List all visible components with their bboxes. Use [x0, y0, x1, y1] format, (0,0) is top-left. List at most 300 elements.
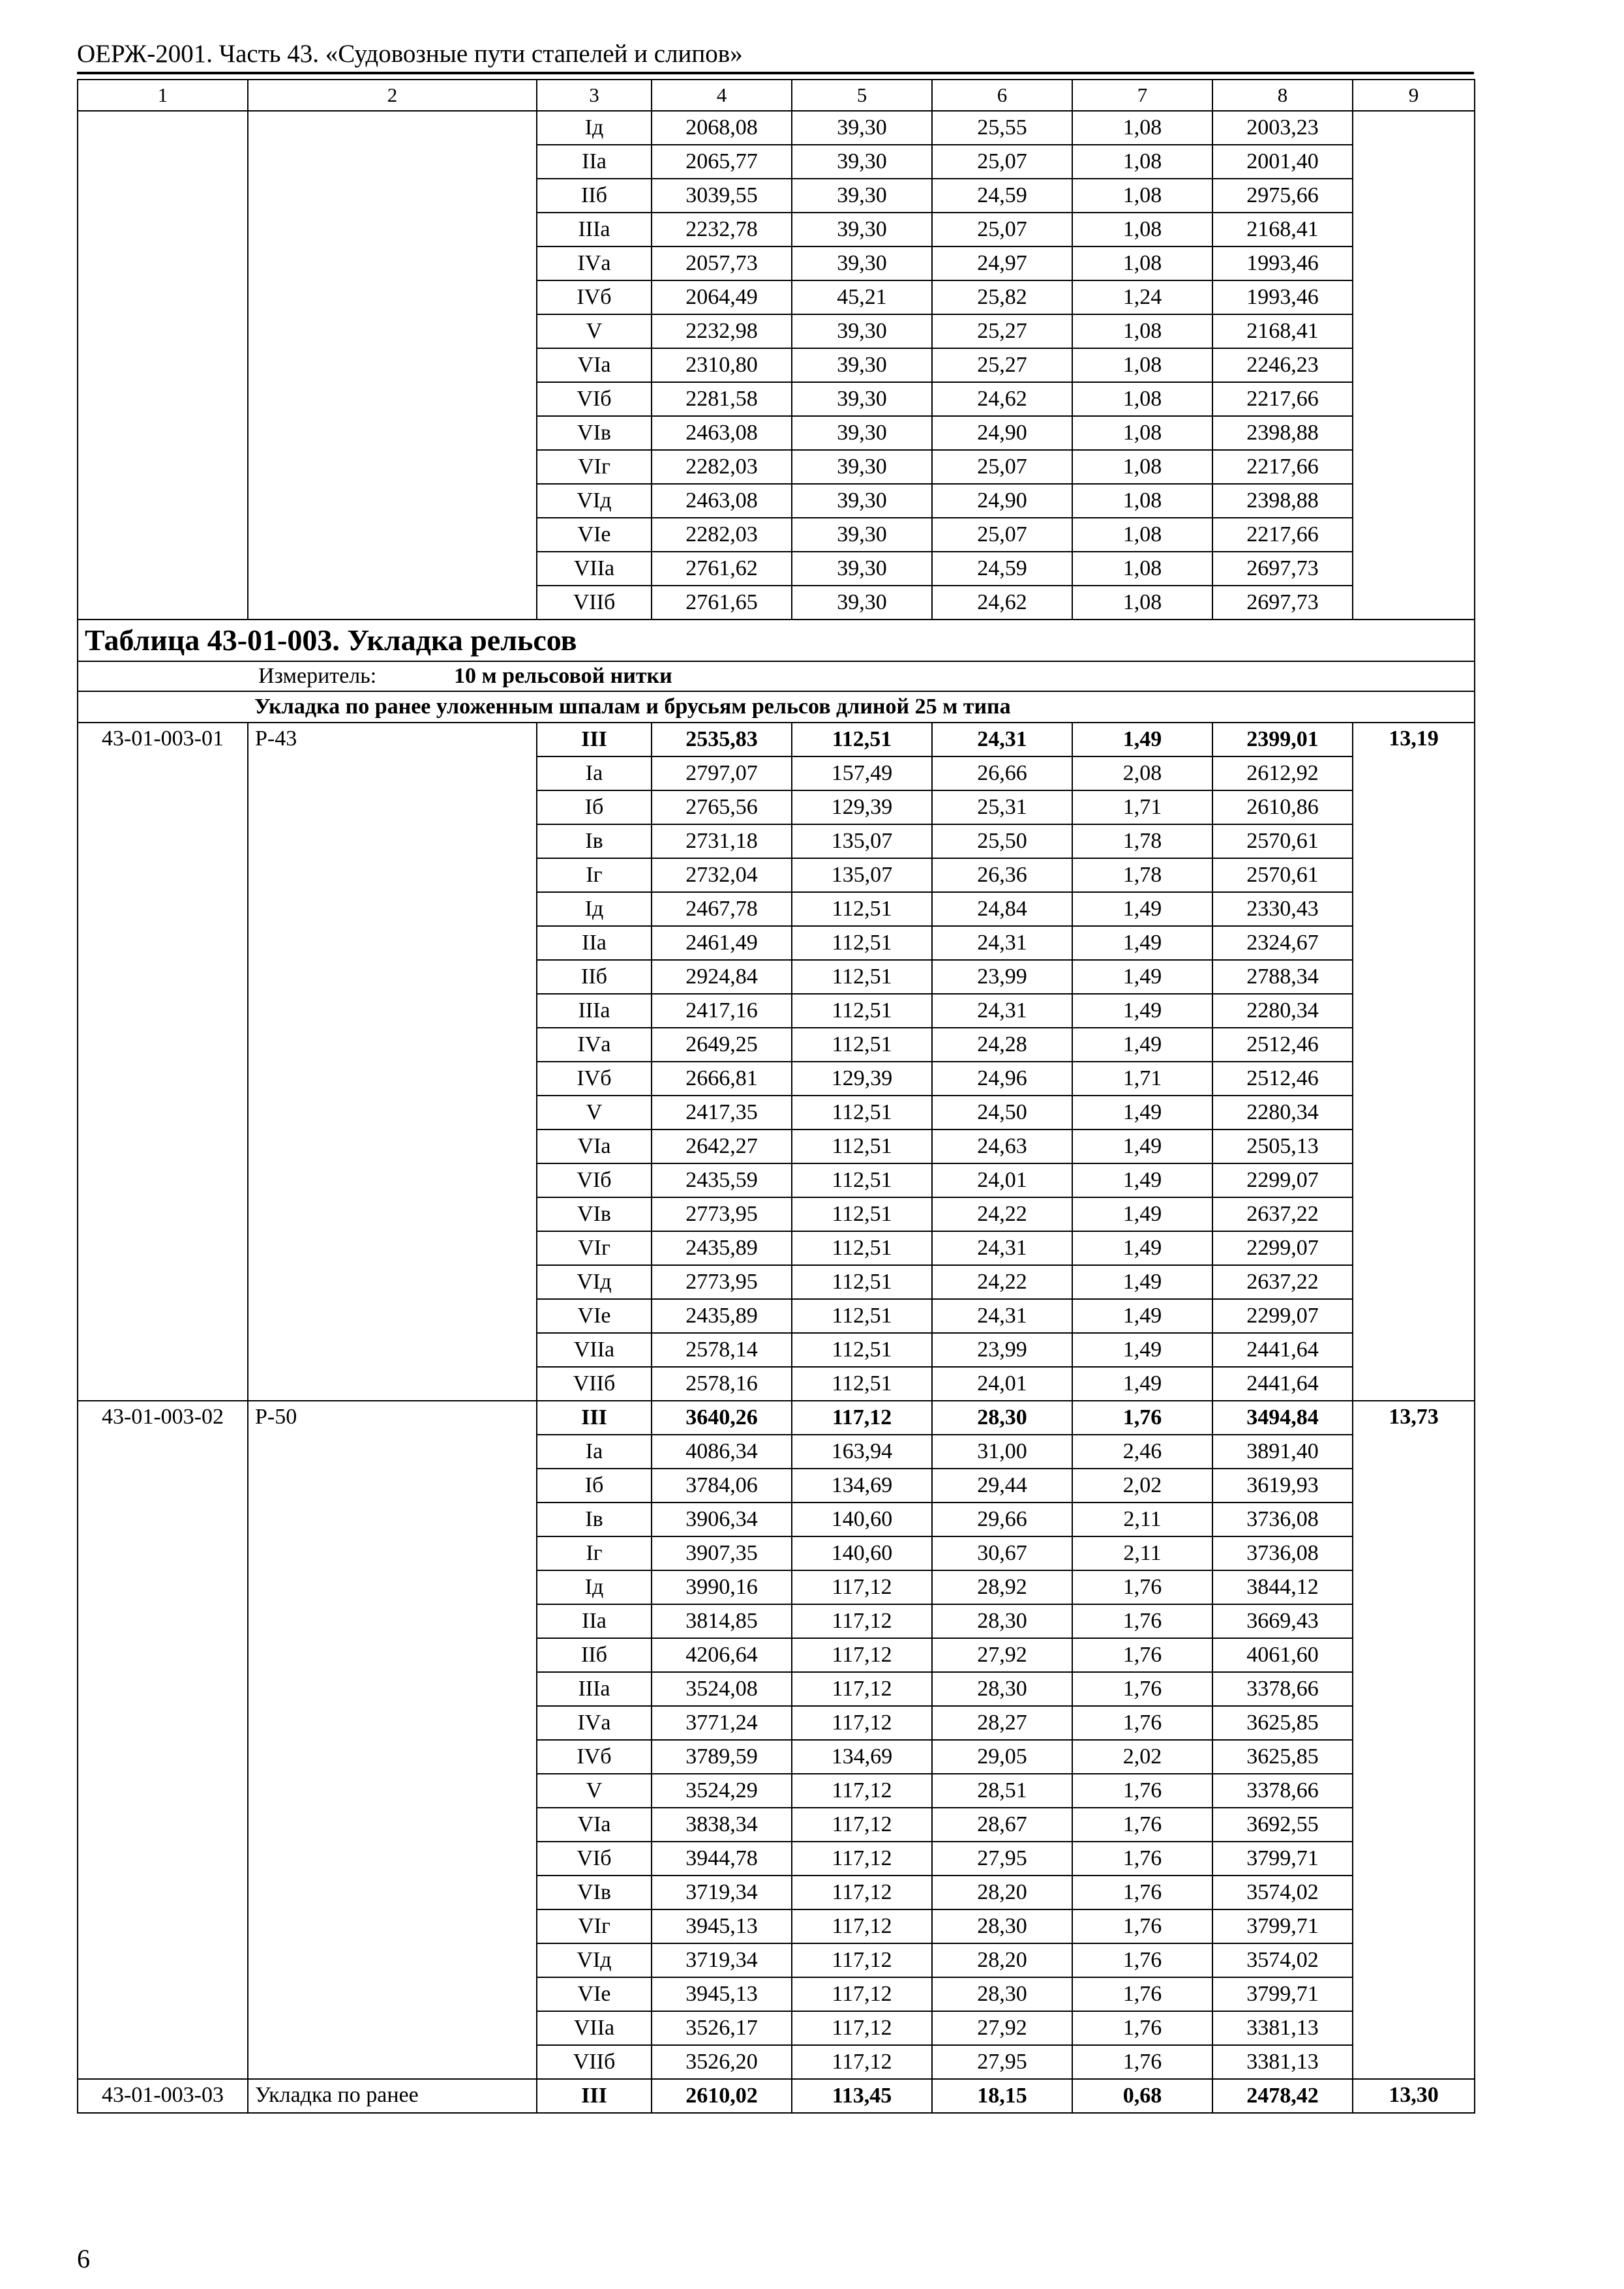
cell-machine-costs: 117,12 [792, 1706, 932, 1740]
cell-wages: 24,31 [932, 1299, 1072, 1333]
cell-variant: IVб [537, 1740, 652, 1774]
cell-machine-costs: 112,51 [792, 1265, 932, 1299]
cell-machine-costs: 39,30 [792, 348, 932, 382]
cell-direct-costs: 2232,98 [652, 314, 792, 348]
cell-variant: VIе [537, 1299, 652, 1333]
cell-wages: 24,97 [932, 247, 1072, 280]
cell-wages: 28,51 [932, 1774, 1072, 1808]
cell-direct-costs: 3838,34 [652, 1808, 792, 1842]
cell-direct-costs: 2068,08 [652, 111, 792, 145]
cell-variant: IVб [537, 280, 652, 314]
column-number: 5 [792, 80, 932, 111]
cell-wages: 28,20 [932, 1876, 1072, 1909]
cell-variant: VIа [537, 1130, 652, 1163]
cell-drivers-wages: 1,49 [1072, 892, 1212, 926]
header-rule [77, 72, 1474, 74]
cell-variant: IVа [537, 1706, 652, 1740]
cell-direct-costs: 2282,03 [652, 518, 792, 552]
cell-wages: 24,62 [932, 586, 1072, 620]
cell-drivers-wages: 1,49 [1072, 1130, 1212, 1163]
cell-materials: 2512,46 [1212, 1062, 1353, 1096]
cell-materials: 2246,23 [1212, 348, 1353, 382]
cell-direct-costs: 3945,13 [652, 1977, 792, 2011]
cell-direct-costs: 2232,78 [652, 213, 792, 247]
cell-direct-costs: 2797,07 [652, 756, 792, 790]
cell-materials: 3692,55 [1212, 1808, 1353, 1842]
table-row [78, 2079, 1475, 2113]
cell-direct-costs: 3814,85 [652, 1604, 792, 1638]
cell-direct-costs: 2765,56 [652, 790, 792, 824]
cell-machine-costs: 39,30 [792, 145, 932, 179]
cell-variant: IIа [537, 145, 652, 179]
cell-variant: V [537, 314, 652, 348]
cell-variant: VIд [537, 484, 652, 518]
cell-variant: IIб [537, 179, 652, 213]
cell-drivers-wages: 1,49 [1072, 1028, 1212, 1062]
cell-wages: 24,59 [932, 179, 1072, 213]
column-number: 9 [1353, 80, 1475, 111]
cell-drivers-wages: 1,49 [1072, 1231, 1212, 1265]
cell-materials: 2324,67 [1212, 926, 1353, 960]
cell-wages: 24,59 [932, 552, 1072, 586]
cell-wages: 25,27 [932, 314, 1072, 348]
cell-col9: 13,30 [1353, 2079, 1475, 2113]
cell-materials: 3378,66 [1212, 1774, 1353, 1808]
cell-variant: VIб [537, 1163, 652, 1197]
cell-drivers-wages: 1,08 [1072, 552, 1212, 586]
cell-wages: 28,30 [932, 1604, 1072, 1638]
cell-wages: 28,30 [932, 1977, 1072, 2011]
cell-variant: Iа [537, 756, 652, 790]
column-number: 4 [652, 80, 792, 111]
cell-machine-costs: 117,12 [792, 1774, 932, 1808]
cell-machine-costs: 117,12 [792, 1943, 932, 1977]
cell-machine-costs: 117,12 [792, 1977, 932, 2011]
cell-variant: III [537, 2079, 652, 2113]
cell-machine-costs: 140,60 [792, 1536, 932, 1570]
cell-variant: IVа [537, 247, 652, 280]
cell-drivers-wages: 1,08 [1072, 450, 1212, 484]
cell-direct-costs: 2417,16 [652, 994, 792, 1028]
cell-drivers-wages: 1,08 [1072, 586, 1212, 620]
cell-direct-costs: 2435,89 [652, 1231, 792, 1265]
cell-wages: 24,84 [932, 892, 1072, 926]
cell-drivers-wages: 1,49 [1072, 994, 1212, 1028]
running-header: ОЕРЖ-2001. Часть 43. «Судовозные пути стапелей и слипов» [77, 40, 743, 68]
cell-materials: 3625,85 [1212, 1706, 1353, 1740]
cell-materials: 2505,13 [1212, 1130, 1353, 1163]
cell-machine-costs: 112,51 [792, 1197, 932, 1231]
cell-variant: IIIа [537, 213, 652, 247]
cell-materials: 3669,43 [1212, 1604, 1353, 1638]
cell-wages: 24,90 [932, 416, 1072, 450]
cell-wages: 25,31 [932, 790, 1072, 824]
cell-name: Укладка по ранее [248, 2079, 537, 2113]
cell-wages: 27,95 [932, 1842, 1072, 1876]
cell-materials: 2570,61 [1212, 824, 1353, 858]
cell-drivers-wages: 1,49 [1072, 1096, 1212, 1130]
cell-drivers-wages: 1,49 [1072, 960, 1212, 994]
cell-drivers-wages: 1,08 [1072, 145, 1212, 179]
cell-materials: 2975,66 [1212, 179, 1353, 213]
cell-variant: Iд [537, 892, 652, 926]
subsection-row [78, 691, 1475, 723]
cell-machine-costs: 112,51 [792, 1096, 932, 1130]
cell-drivers-wages: 1,08 [1072, 348, 1212, 382]
table-row [78, 111, 1475, 145]
cell-drivers-wages: 1,08 [1072, 111, 1212, 145]
cell-materials: 3574,02 [1212, 1943, 1353, 1977]
cell-materials: 2217,66 [1212, 518, 1353, 552]
cell-drivers-wages: 1,08 [1072, 179, 1212, 213]
cell-materials: 3891,40 [1212, 1435, 1353, 1469]
cell-variant: VIIа [537, 552, 652, 586]
cell-machine-costs: 39,30 [792, 416, 932, 450]
cell-wages: 28,67 [932, 1808, 1072, 1842]
cell-wages: 24,28 [932, 1028, 1072, 1062]
cell-materials: 2168,41 [1212, 213, 1353, 247]
cell-wages: 25,07 [932, 450, 1072, 484]
cell-variant: Iв [537, 824, 652, 858]
cell-drivers-wages: 1,76 [1072, 1774, 1212, 1808]
cell-materials: 3799,71 [1212, 1842, 1353, 1876]
meter-cell [78, 661, 1475, 691]
cell-materials: 1993,46 [1212, 280, 1353, 314]
cell-variant: VIе [537, 1977, 652, 2011]
column-number-row [78, 80, 1475, 111]
cell-machine-costs: 117,12 [792, 2045, 932, 2079]
cell-direct-costs: 2281,58 [652, 382, 792, 416]
cell-machine-costs: 45,21 [792, 280, 932, 314]
cell-variant: IIа [537, 926, 652, 960]
column-number: 6 [932, 80, 1072, 111]
cell-direct-costs: 3640,26 [652, 1401, 792, 1435]
cell-materials: 2697,73 [1212, 586, 1353, 620]
cell-machine-costs: 112,51 [792, 994, 932, 1028]
cell-direct-costs: 2731,18 [652, 824, 792, 858]
cell-materials: 2280,34 [1212, 1096, 1353, 1130]
cell-materials: 3378,66 [1212, 1672, 1353, 1706]
cell-direct-costs: 3526,20 [652, 2045, 792, 2079]
cell-materials: 2637,22 [1212, 1197, 1353, 1231]
cell-drivers-wages: 2,08 [1072, 756, 1212, 790]
cell-drivers-wages: 0,68 [1072, 2079, 1212, 2113]
cell-materials: 2280,34 [1212, 994, 1353, 1028]
cell-wages: 24,22 [932, 1265, 1072, 1299]
cell-machine-costs: 39,30 [792, 586, 932, 620]
cell-materials: 2168,41 [1212, 314, 1353, 348]
cell-drivers-wages: 1,76 [1072, 2045, 1212, 2079]
cell-variant: Iд [537, 1570, 652, 1604]
section-title-row [78, 620, 1475, 661]
cell-drivers-wages: 1,78 [1072, 858, 1212, 892]
cell-machine-costs: 112,51 [792, 1231, 932, 1265]
cell-wages: 31,00 [932, 1435, 1072, 1469]
cell-direct-costs: 2773,95 [652, 1197, 792, 1231]
cell-drivers-wages: 1,76 [1072, 1808, 1212, 1842]
cell-direct-costs: 3906,34 [652, 1503, 792, 1536]
cell-drivers-wages: 2,11 [1072, 1536, 1212, 1570]
cell-drivers-wages: 1,76 [1072, 1604, 1212, 1638]
cell-materials: 2441,64 [1212, 1333, 1353, 1367]
cell-wages: 28,92 [932, 1570, 1072, 1604]
cell-machine-costs: 117,12 [792, 1672, 932, 1706]
cell-wages: 24,31 [932, 723, 1072, 756]
cell-machine-costs: 112,51 [792, 723, 932, 756]
cell-variant: Iг [537, 858, 652, 892]
cell-materials: 2003,23 [1212, 111, 1353, 145]
cell-wages: 25,55 [932, 111, 1072, 145]
cell-code [78, 111, 248, 620]
cell-machine-costs: 112,51 [792, 1163, 932, 1197]
cell-wages: 18,15 [932, 2079, 1072, 2113]
cell-machine-costs: 39,30 [792, 314, 932, 348]
cell-wages: 24,22 [932, 1197, 1072, 1231]
cell-variant: VIд [537, 1943, 652, 1977]
cell-direct-costs: 2578,16 [652, 1367, 792, 1401]
cell-direct-costs: 3771,24 [652, 1706, 792, 1740]
cell-code: 43-01-003-02 [78, 1401, 248, 2079]
cell-materials: 3381,13 [1212, 2011, 1353, 2045]
cell-machine-costs: 112,51 [792, 960, 932, 994]
cell-materials: 2299,07 [1212, 1231, 1353, 1265]
cell-drivers-wages: 1,76 [1072, 1638, 1212, 1672]
cell-variant: VIа [537, 1808, 652, 1842]
cell-direct-costs: 3524,29 [652, 1774, 792, 1808]
meter-value: 10 м рельсовой нитки [454, 664, 672, 688]
cell-direct-costs: 2461,49 [652, 926, 792, 960]
cell-direct-costs: 2642,27 [652, 1130, 792, 1163]
cell-materials: 3494,84 [1212, 1401, 1353, 1435]
cell-direct-costs: 2666,81 [652, 1062, 792, 1096]
cell-machine-costs: 112,51 [792, 1333, 932, 1367]
cell-materials: 2217,66 [1212, 450, 1353, 484]
column-number: 2 [248, 80, 537, 111]
cell-variant: VIIб [537, 2045, 652, 2079]
cell-drivers-wages: 1,08 [1072, 314, 1212, 348]
cell-materials: 2299,07 [1212, 1299, 1353, 1333]
cell-machine-costs: 135,07 [792, 824, 932, 858]
cell-materials: 2217,66 [1212, 382, 1353, 416]
cell-wages: 28,30 [932, 1909, 1072, 1943]
cell-drivers-wages: 1,76 [1072, 1842, 1212, 1876]
cell-drivers-wages: 1,76 [1072, 1943, 1212, 1977]
cell-variant: VIе [537, 518, 652, 552]
cell-variant: VIг [537, 1231, 652, 1265]
cell-machine-costs: 112,51 [792, 1367, 932, 1401]
cell-drivers-wages: 1,76 [1072, 2011, 1212, 2045]
cell-drivers-wages: 1,49 [1072, 1265, 1212, 1299]
cell-direct-costs: 2649,25 [652, 1028, 792, 1062]
cell-machine-costs: 134,69 [792, 1469, 932, 1503]
cell-direct-costs: 3719,34 [652, 1943, 792, 1977]
cell-materials: 2610,86 [1212, 790, 1353, 824]
cell-materials: 2788,34 [1212, 960, 1353, 994]
table-title: Таблица 43-01-003. Укладка рельсов [78, 620, 1475, 661]
cell-drivers-wages: 1,76 [1072, 1706, 1212, 1740]
cell-wages: 25,50 [932, 824, 1072, 858]
cell-variant: VIв [537, 1197, 652, 1231]
subsection-title: Укладка по ранее уложенным шпалам и брусьям рельсов длиной 25 м типа [78, 691, 1475, 723]
cell-variant: III [537, 1401, 652, 1435]
table-row [78, 723, 1475, 756]
cell-wages: 23,99 [932, 1333, 1072, 1367]
cell-drivers-wages: 1,49 [1072, 1333, 1212, 1367]
cell-wages: 28,30 [932, 1672, 1072, 1706]
cell-col9: 13,19 [1353, 723, 1475, 1401]
cell-machine-costs: 39,30 [792, 518, 932, 552]
cell-variant: V [537, 1096, 652, 1130]
cell-materials: 4061,60 [1212, 1638, 1353, 1672]
cell-direct-costs: 2535,83 [652, 723, 792, 756]
cell-direct-costs: 2761,62 [652, 552, 792, 586]
cell-materials: 3799,71 [1212, 1909, 1353, 1943]
cell-materials: 2697,73 [1212, 552, 1353, 586]
cell-name: Р-50 [248, 1401, 537, 2079]
cell-variant: Iб [537, 790, 652, 824]
rates-table-body [78, 80, 1475, 2113]
cell-wages: 26,66 [932, 756, 1072, 790]
cell-wages: 24,96 [932, 1062, 1072, 1096]
cell-wages: 24,31 [932, 926, 1072, 960]
cell-wages: 28,27 [932, 1706, 1072, 1740]
cell-drivers-wages: 1,71 [1072, 790, 1212, 824]
cell-drivers-wages: 1,08 [1072, 382, 1212, 416]
cell-drivers-wages: 1,49 [1072, 1367, 1212, 1401]
cell-direct-costs: 3526,17 [652, 2011, 792, 2045]
cell-machine-costs: 135,07 [792, 858, 932, 892]
cell-direct-costs: 3945,13 [652, 1909, 792, 1943]
cell-materials: 2512,46 [1212, 1028, 1353, 1062]
cell-wages: 27,92 [932, 2011, 1072, 2045]
cell-drivers-wages: 1,08 [1072, 518, 1212, 552]
cell-materials: 2001,40 [1212, 145, 1353, 179]
cell-materials: 3574,02 [1212, 1876, 1353, 1909]
cell-materials: 3625,85 [1212, 1740, 1353, 1774]
cell-drivers-wages: 1,49 [1072, 1163, 1212, 1197]
cell-variant: VIIб [537, 586, 652, 620]
cell-variant: VIIа [537, 1333, 652, 1367]
cell-variant: VIIб [537, 1367, 652, 1401]
cell-drivers-wages: 1,76 [1072, 1401, 1212, 1435]
cell-machine-costs: 117,12 [792, 1909, 932, 1943]
cell-drivers-wages: 2,11 [1072, 1503, 1212, 1536]
cell-machine-costs: 157,49 [792, 756, 932, 790]
cell-machine-costs: 39,30 [792, 450, 932, 484]
cell-machine-costs: 112,51 [792, 892, 932, 926]
cell-direct-costs: 2435,89 [652, 1299, 792, 1333]
cell-drivers-wages: 1,71 [1072, 1062, 1212, 1096]
cell-variant: Iа [537, 1435, 652, 1469]
cell-drivers-wages: 1,08 [1072, 247, 1212, 280]
cell-wages: 26,36 [932, 858, 1072, 892]
cell-drivers-wages: 1,76 [1072, 1876, 1212, 1909]
cell-drivers-wages: 1,76 [1072, 1977, 1212, 2011]
cell-wages: 25,27 [932, 348, 1072, 382]
cell-drivers-wages: 1,49 [1072, 1299, 1212, 1333]
cell-direct-costs: 2610,02 [652, 2079, 792, 2113]
cell-wages: 23,99 [932, 960, 1072, 994]
cell-variant: IVа [537, 1028, 652, 1062]
cell-machine-costs: 140,60 [792, 1503, 932, 1536]
cell-machine-costs: 112,51 [792, 1299, 932, 1333]
cell-direct-costs: 2732,04 [652, 858, 792, 892]
cell-variant: VIг [537, 450, 652, 484]
cell-materials: 2637,22 [1212, 1265, 1353, 1299]
cell-direct-costs: 2463,08 [652, 484, 792, 518]
cell-variant: VIб [537, 1842, 652, 1876]
cell-variant: Iб [537, 1469, 652, 1503]
cell-wages: 24,31 [932, 994, 1072, 1028]
cell-wages: 29,66 [932, 1503, 1072, 1536]
cell-machine-costs: 117,12 [792, 1876, 932, 1909]
cell-machine-costs: 39,30 [792, 382, 932, 416]
cell-direct-costs: 2761,65 [652, 586, 792, 620]
cell-machine-costs: 113,45 [792, 2079, 932, 2113]
cell-materials: 2612,92 [1212, 756, 1353, 790]
cell-machine-costs: 39,30 [792, 179, 932, 213]
cell-wages: 28,20 [932, 1943, 1072, 1977]
cell-variant: VIв [537, 1876, 652, 1909]
cell-wages: 24,62 [932, 382, 1072, 416]
cell-variant: VIв [537, 416, 652, 450]
column-number: 8 [1212, 80, 1353, 111]
cell-drivers-wages: 1,78 [1072, 824, 1212, 858]
cell-variant: VIIа [537, 2011, 652, 2045]
cell-drivers-wages: 1,76 [1072, 1570, 1212, 1604]
cell-variant: III [537, 723, 652, 756]
cell-drivers-wages: 2,02 [1072, 1469, 1212, 1503]
cell-direct-costs: 2467,78 [652, 892, 792, 926]
cell-variant: IIб [537, 1638, 652, 1672]
meter-row [78, 661, 1475, 691]
cell-wages: 25,07 [932, 145, 1072, 179]
cell-wages: 24,01 [932, 1367, 1072, 1401]
cell-variant: VIд [537, 1265, 652, 1299]
cell-materials: 2398,88 [1212, 484, 1353, 518]
cell-wages: 25,07 [932, 518, 1072, 552]
cell-materials: 2441,64 [1212, 1367, 1353, 1401]
cell-wages: 24,90 [932, 484, 1072, 518]
cell-direct-costs: 3990,16 [652, 1570, 792, 1604]
cell-direct-costs: 4086,34 [652, 1435, 792, 1469]
cell-variant: IIа [537, 1604, 652, 1638]
cell-wages: 29,05 [932, 1740, 1072, 1774]
cell-machine-costs: 112,51 [792, 1130, 932, 1163]
cell-drivers-wages: 1,76 [1072, 1672, 1212, 1706]
cell-machine-costs: 39,30 [792, 552, 932, 586]
cell-direct-costs: 4206,64 [652, 1638, 792, 1672]
cell-drivers-wages: 1,49 [1072, 926, 1212, 960]
cell-drivers-wages: 1,24 [1072, 280, 1212, 314]
cell-variant: Iд [537, 111, 652, 145]
cell-wages: 29,44 [932, 1469, 1072, 1503]
cell-variant: IVб [537, 1062, 652, 1096]
cell-col9 [1353, 111, 1475, 620]
cell-drivers-wages: 1,49 [1072, 723, 1212, 756]
cell-variant: VIа [537, 348, 652, 382]
cell-col9: 13,73 [1353, 1401, 1475, 2079]
cell-materials: 3799,71 [1212, 1977, 1353, 2011]
cell-machine-costs: 117,12 [792, 1808, 932, 1842]
cell-materials: 3736,08 [1212, 1503, 1353, 1536]
table-row [78, 1401, 1475, 1435]
cell-direct-costs: 2057,73 [652, 247, 792, 280]
cell-materials: 2399,01 [1212, 723, 1353, 756]
cell-direct-costs: 3719,34 [652, 1876, 792, 1909]
cell-direct-costs: 2310,80 [652, 348, 792, 382]
cell-name: Р-43 [248, 723, 537, 1401]
